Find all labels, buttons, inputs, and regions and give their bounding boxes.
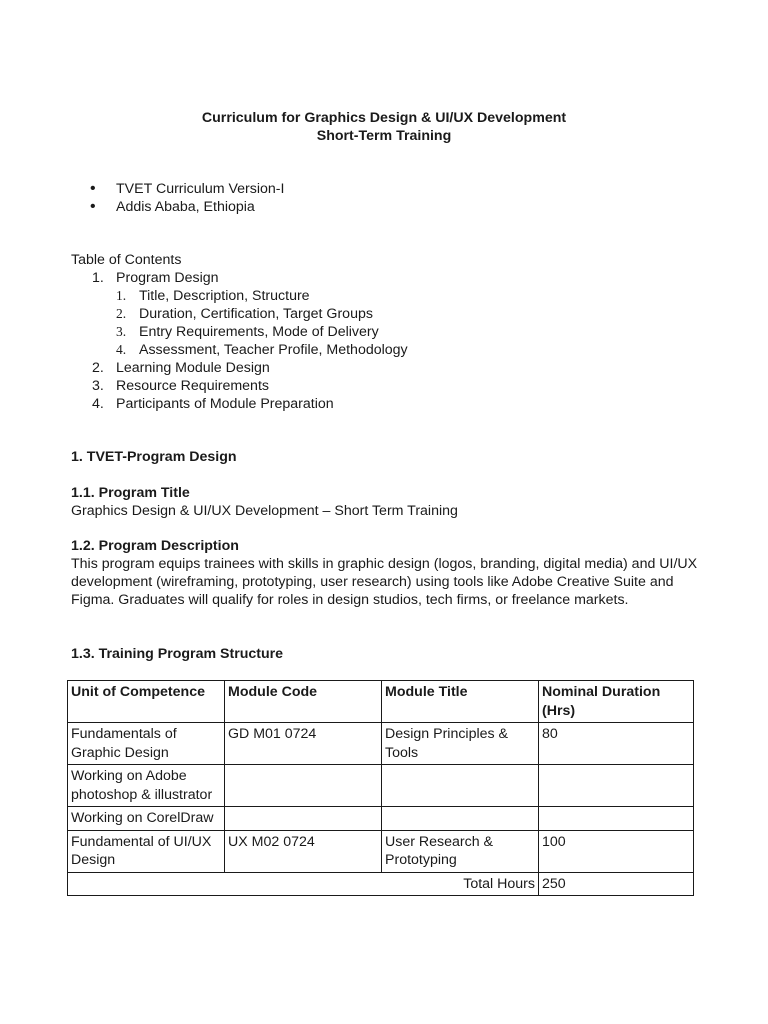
- toc-item-label: Program Design: [116, 270, 219, 286]
- toc-subitem-number: 3.: [116, 324, 127, 339]
- toc-subitem-number: 2.: [116, 306, 127, 321]
- toc-heading: Table of Contents: [71, 252, 182, 268]
- toc-item: [71, 377, 408, 395]
- subsection-heading: 1.2. Program Description: [71, 538, 239, 554]
- table-cell: User Research & Prototyping: [382, 830, 539, 872]
- toc-subitem: [71, 305, 408, 323]
- table-of-contents: [71, 251, 408, 413]
- table-cell: Fundamental of UI/UX Design: [68, 830, 225, 872]
- bullet-item: • Addis Ababa, Ethiopia: [90, 198, 284, 216]
- toc-item-label: Learning Module Design: [116, 360, 270, 376]
- column-header: Unit of Competence: [68, 681, 225, 723]
- column-header: Module Code: [225, 681, 382, 723]
- toc-subitem-label: Assessment, Teacher Profile, Methodology: [139, 342, 408, 358]
- table-cell: Working on CorelDraw: [68, 807, 225, 831]
- table-cell: [225, 807, 382, 831]
- table-cell: [539, 807, 694, 831]
- toc-item-number: 2.: [92, 360, 104, 376]
- table-cell: [539, 765, 694, 807]
- table-cell: Fundamentals of Graphic Design: [68, 723, 225, 765]
- table-cell: UX M02 0724: [225, 830, 382, 872]
- total-hours-value: 250: [539, 872, 694, 896]
- program-title-text: Graphics Design & UI/UX Development – Short Term Training: [71, 503, 458, 519]
- toc-subitem-label: Entry Requirements, Mode of Delivery: [139, 324, 379, 340]
- toc-subitem: [71, 287, 408, 305]
- table-row: [68, 830, 694, 872]
- subsection-heading: 1.1. Program Title: [71, 485, 190, 501]
- toc-subitem-label: Title, Description, Structure: [139, 288, 310, 304]
- table-total-row: [68, 872, 694, 896]
- toc-item-number: 4.: [92, 396, 104, 412]
- toc-subitem-number: 1.: [116, 288, 127, 303]
- bullet-item: • TVET Curriculum Version-I: [90, 180, 284, 198]
- toc-item-label: Participants of Module Preparation: [116, 396, 334, 412]
- table-cell: 80: [539, 723, 694, 765]
- table-row: [68, 807, 694, 831]
- total-hours-label: Total Hours: [68, 872, 539, 896]
- toc-item-number: 1.: [92, 270, 104, 286]
- subsection-heading: 1.3. Training Program Structure: [71, 646, 284, 662]
- table-row: [68, 765, 694, 807]
- info-bullet-list: [90, 180, 284, 216]
- toc-subitem-number: 4.: [116, 342, 127, 357]
- toc-item-label: Resource Requirements: [116, 378, 269, 394]
- document-title: [0, 109, 768, 145]
- table-header-row: [68, 681, 694, 723]
- table-cell: [382, 765, 539, 807]
- title-line-2: Short-Term Training: [316, 128, 452, 144]
- toc-item: [71, 359, 408, 377]
- toc-subitem: [71, 341, 408, 359]
- toc-subitem: [71, 323, 408, 341]
- table-cell: Design Principles & Tools: [382, 723, 539, 765]
- toc-subitem-label: Duration, Certification, Target Groups: [139, 306, 373, 322]
- toc-item-number: 3.: [92, 378, 104, 394]
- toc-item: [71, 395, 408, 413]
- column-header: Nominal Duration (Hrs): [539, 681, 694, 723]
- title-line-1: Curriculum for Graphics Design & UI/UX Development: [201, 110, 567, 126]
- column-header: Module Title: [382, 681, 539, 723]
- table-cell: [382, 807, 539, 831]
- table-cell: [225, 765, 382, 807]
- program-description-text: This program equips trainees with skills in graphic design (logos, branding, digital media) and UI/UX development (wireframing, prototyping, user research) using tools like Adobe Creative Suite and Figma. Graduates will qualify for roles in design studios, tech firms, or freelance markets.: [71, 556, 698, 608]
- table-cell: Working on Adobe photoshop & illustrator: [68, 765, 225, 807]
- table-row: [68, 723, 694, 765]
- toc-item: [71, 269, 408, 287]
- training-structure-table: [67, 680, 694, 896]
- section-heading: 1. TVET-Program Design: [71, 449, 237, 465]
- table-cell: GD M01 0724: [225, 723, 382, 765]
- table-cell: 100: [539, 830, 694, 872]
